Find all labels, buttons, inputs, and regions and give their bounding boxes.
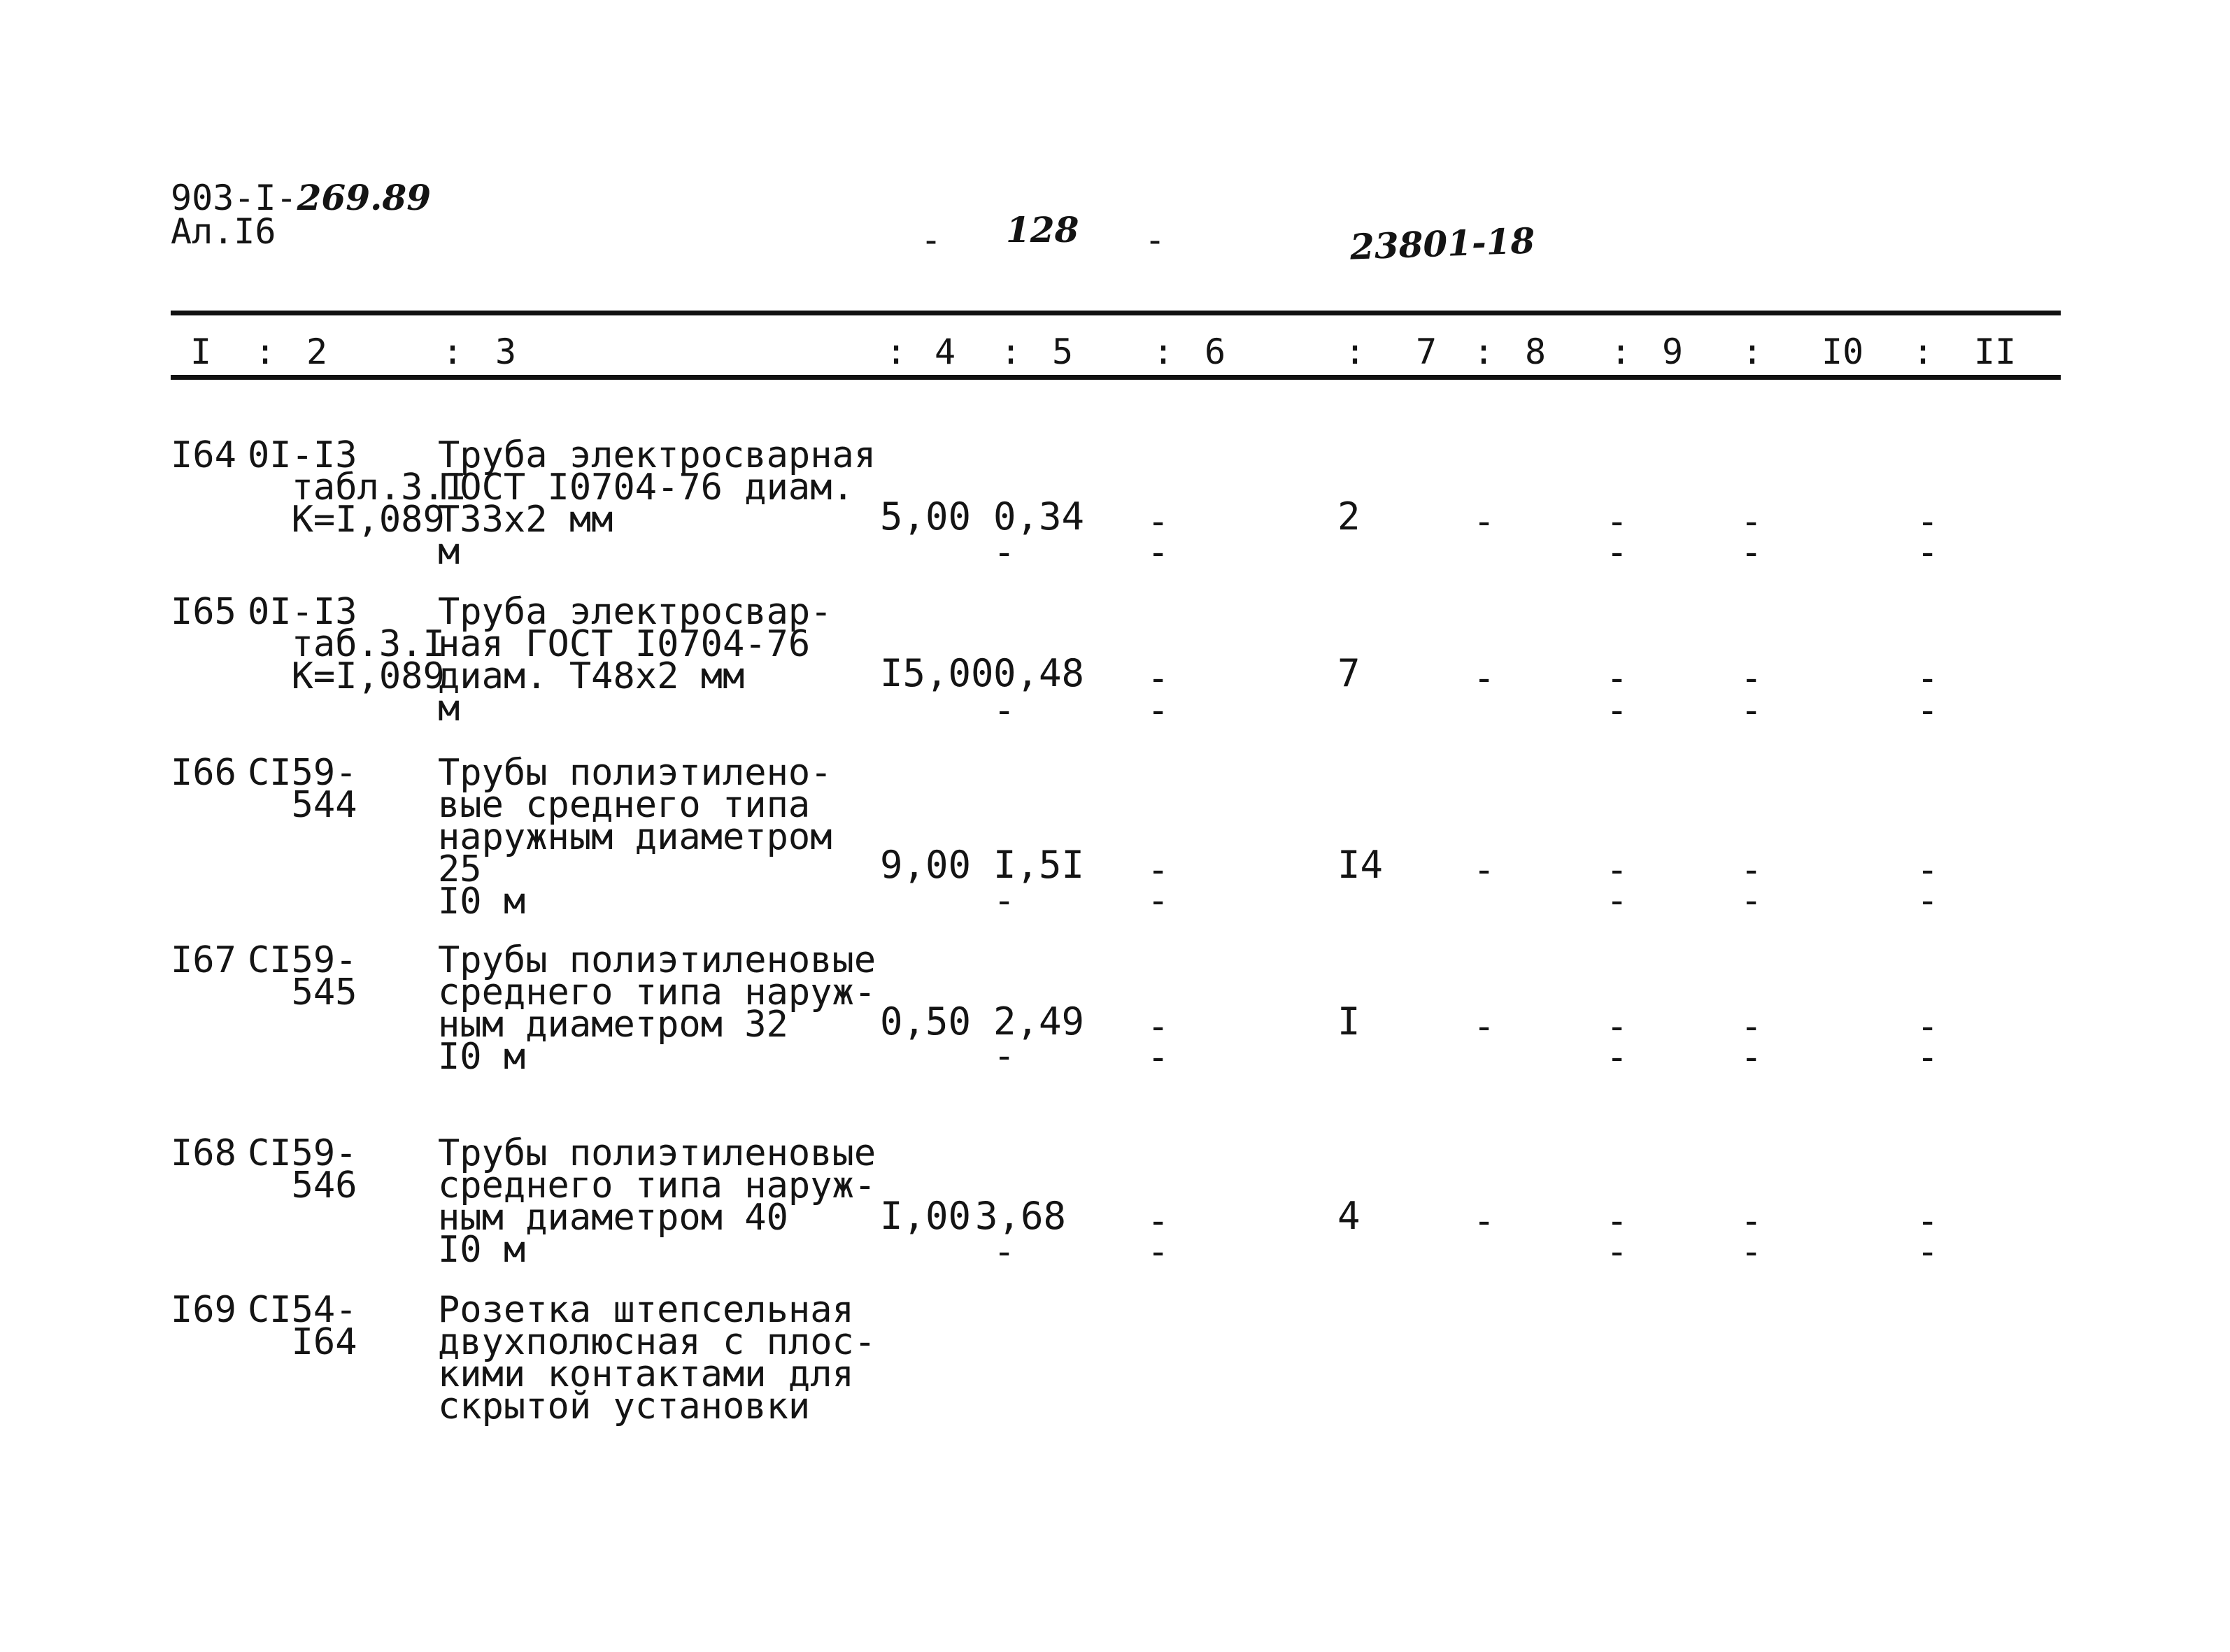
dash-mark: -: [1606, 501, 1628, 543]
row-column-7-value: 4: [1337, 1194, 1361, 1238]
row-code: CI59- 546: [248, 1132, 357, 1206]
dash-mark: -: [1740, 1006, 1763, 1048]
dash-mark: -: [1740, 501, 1763, 543]
dash-mark: -: [1147, 532, 1170, 574]
dash-mark: -: [993, 690, 1016, 732]
row-quantity: 0,50: [880, 999, 972, 1044]
column-header-3: 3: [495, 332, 517, 372]
dash-mark: -: [993, 880, 1016, 922]
column-header-9: 9: [1662, 332, 1684, 372]
dash-mark: -: [1147, 501, 1170, 543]
dash-mark: -: [1606, 532, 1628, 574]
row-number: I69: [171, 1289, 236, 1331]
row-column-7-value: I: [1337, 999, 1361, 1044]
dash-mark: -: [1147, 1231, 1170, 1273]
row-number: I66: [171, 752, 236, 794]
dash-mark: -: [1917, 690, 1939, 732]
page-prefix-dash: -: [921, 220, 942, 260]
row-description: Трубы полиэтиленовые среднего типа наруж- ным диаметром 32 I0 м: [438, 939, 876, 1078]
document-code-printed: 903-I-: [171, 178, 297, 218]
page-suffix-dash: -: [1144, 220, 1166, 260]
row-code: CI59- 544: [248, 752, 357, 826]
row-quantity: 9,00: [880, 843, 972, 887]
dash-mark: -: [1740, 1200, 1763, 1242]
row-column-7-value: I4: [1337, 843, 1384, 887]
dash-mark: -: [1473, 657, 1496, 699]
dash-mark: -: [1147, 1200, 1170, 1242]
row-quantity: I5,00: [880, 651, 994, 695]
column-separator: :: [255, 332, 276, 372]
column-header-6: 6: [1205, 332, 1226, 372]
document-code-handwritten: 269.89: [297, 177, 431, 218]
dash-mark: -: [1917, 501, 1939, 543]
column-separator: :: [1912, 332, 1934, 372]
dash-mark: -: [1606, 1006, 1628, 1048]
dash-mark: -: [1473, 1200, 1496, 1242]
row-quantity: I,00: [880, 1194, 972, 1238]
dash-mark: -: [1606, 1200, 1628, 1242]
dash-mark: -: [1606, 880, 1628, 922]
column-header-5: 5: [1052, 332, 1074, 372]
album-number: Ал.I6: [171, 211, 276, 252]
dash-mark: -: [1606, 1037, 1628, 1078]
dash-mark: -: [993, 1035, 1016, 1077]
dash-mark: -: [1147, 880, 1170, 922]
dash-mark: -: [1147, 657, 1170, 699]
row-unit-value: 2,49: [993, 999, 1085, 1044]
row-unit-value: 0,48: [993, 651, 1085, 695]
dash-mark: -: [1147, 849, 1170, 891]
row-description: Трубы полиэтилено- вые среднего типа наружным диаметром 25 I0 м: [438, 752, 832, 923]
column-separator: :: [1153, 332, 1174, 372]
column-header-11: II: [1974, 332, 2017, 372]
dash-mark: -: [1473, 1006, 1496, 1048]
row-quantity: 5,00: [880, 494, 972, 539]
dash-mark: -: [1740, 849, 1763, 891]
dash-mark: -: [1917, 1006, 1939, 1048]
dash-mark: -: [1147, 1037, 1170, 1078]
dash-mark: -: [1606, 1231, 1628, 1273]
row-column-7-value: 2: [1337, 494, 1361, 539]
column-header-7: 7: [1416, 332, 1437, 372]
document-code: [171, 177, 431, 218]
row-code: CI54- I64: [248, 1289, 357, 1363]
column-separator: :: [1000, 332, 1022, 372]
column-separator: :: [1473, 332, 1495, 372]
row-description: Труба электросвар- ная ГОСТ I0704-76 диам. Т48х2 мм м: [438, 591, 832, 729]
column-header-2: 2: [306, 332, 328, 372]
dash-mark: -: [1740, 1231, 1763, 1273]
row-number: I67: [171, 939, 236, 981]
dash-mark: -: [1917, 880, 1939, 922]
dash-mark: -: [1740, 690, 1763, 732]
row-description: Розетка штепсельная двухполюсная с плос- кими контактами для скрытой установки: [438, 1289, 876, 1427]
column-header-1: I: [190, 332, 212, 372]
dash-mark: -: [1740, 1037, 1763, 1078]
dash-mark: -: [1917, 1231, 1939, 1273]
column-header-8: 8: [1525, 332, 1547, 372]
row-unit-value: 0,34: [993, 494, 1085, 539]
dash-mark: -: [1740, 532, 1763, 574]
column-separator: :: [1742, 332, 1763, 372]
row-number: I68: [171, 1132, 236, 1174]
dash-mark: -: [1917, 657, 1939, 699]
dash-mark: -: [1917, 849, 1939, 891]
dash-mark: -: [1473, 849, 1496, 891]
row-unit-value: I,5I: [993, 843, 1085, 887]
page-number: 128: [1006, 209, 1079, 250]
dash-mark: -: [1740, 880, 1763, 922]
row-code: CI59- 545: [248, 939, 357, 1013]
dash-mark: -: [993, 532, 1016, 574]
row-column-7-value: 7: [1337, 651, 1361, 695]
column-separator: :: [886, 332, 907, 372]
dash-mark: -: [1917, 1037, 1939, 1078]
dash-mark: -: [1147, 1006, 1170, 1048]
row-number: I65: [171, 591, 236, 633]
dash-mark: -: [993, 1231, 1016, 1273]
row-code: 0I-I3 таб.3.I К=I,089: [248, 591, 445, 697]
dash-mark: -: [1917, 1200, 1939, 1242]
column-separator: :: [1344, 332, 1366, 372]
row-number: I64: [171, 434, 236, 476]
column-header-10: I0: [1821, 332, 1864, 372]
row-code: 0I-I3 табл.3.I К=I,089: [248, 434, 467, 541]
document-number: 23801-18: [1349, 220, 1536, 268]
row-description: Трубы полиэтиленовые среднего типа наруж- ным диаметром 40 I0 м: [438, 1132, 876, 1271]
dash-mark: -: [1740, 657, 1763, 699]
column-separator: :: [1610, 332, 1632, 372]
table-header-bottom-rule: [171, 375, 2061, 380]
row-unit-value: 3,68: [975, 1194, 1067, 1238]
dash-mark: -: [1606, 657, 1628, 699]
column-header-4: 4: [935, 332, 956, 372]
row-description: Труба электросварная ГОСТ I0704-76 диам. Т33х2 мм м: [438, 434, 876, 573]
dash-mark: -: [1473, 501, 1496, 543]
column-separator: :: [442, 332, 464, 372]
table-top-rule: [171, 311, 2061, 315]
dash-mark: -: [1917, 532, 1939, 574]
dash-mark: -: [1606, 849, 1628, 891]
dash-mark: -: [1147, 690, 1170, 732]
dash-mark: -: [1606, 690, 1628, 732]
